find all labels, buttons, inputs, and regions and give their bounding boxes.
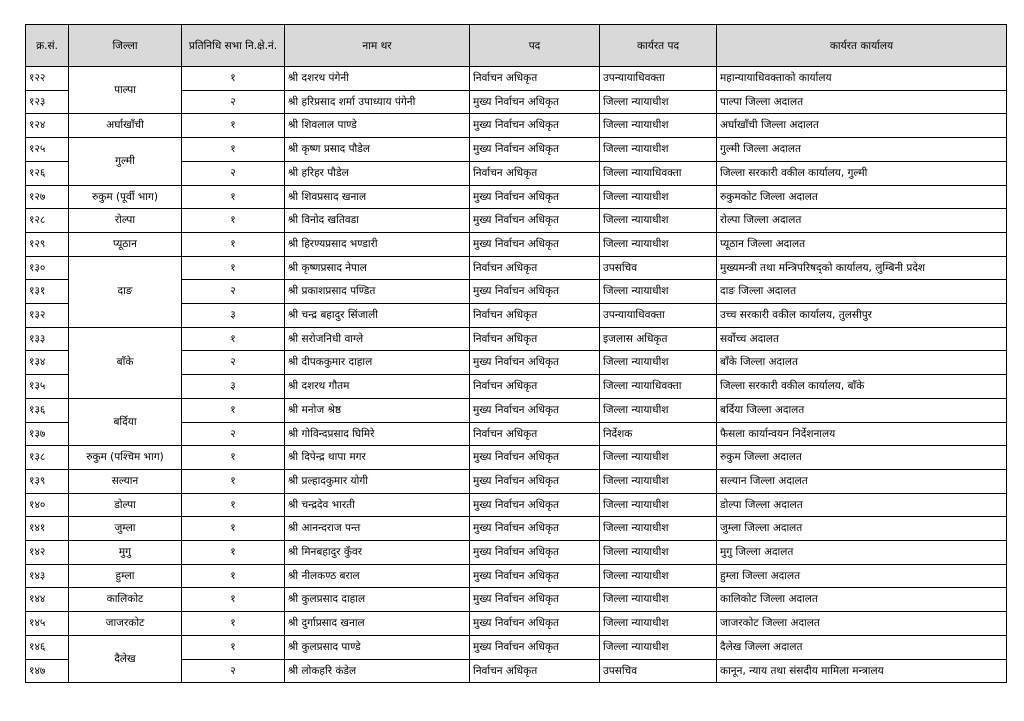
- cell-name: श्री शिवप्रसाद खनाल: [285, 185, 470, 209]
- cell-constituency: २: [182, 280, 285, 304]
- cell-district: दाङ: [69, 256, 182, 327]
- cell-constituency: १: [182, 493, 285, 517]
- cell-sno: १२५: [26, 138, 69, 162]
- cell-current-post: जिल्ला न्यायाधीश: [600, 90, 717, 114]
- cell-constituency: १: [182, 327, 285, 351]
- table-row: [26, 469, 1007, 493]
- cell-sno: १४५: [26, 612, 69, 636]
- cell-current-post: जिल्ला न्यायाधीश: [600, 398, 717, 422]
- cell-sno: १४२: [26, 541, 69, 565]
- cell-name: श्री हरिहर पौडेल: [285, 161, 470, 185]
- cell-office: डोल्पा जिल्ला अदालत: [717, 493, 1007, 517]
- table-row: [26, 612, 1007, 636]
- cell-district: कालिकोट: [69, 588, 182, 612]
- cell-name: श्री मनोज श्रेष्ठ: [285, 398, 470, 422]
- cell-sno: १४३: [26, 564, 69, 588]
- cell-office: पाल्पा जिल्ला अदालत: [717, 90, 1007, 114]
- officer-list-sheet: [25, 24, 1007, 683]
- cell-name: श्री दिपेन्द्र थापा मगर: [285, 446, 470, 470]
- cell-post: मुख्य निर्वाचन अधिकृत: [470, 90, 600, 114]
- cell-post: मुख्य निर्वाचन अधिकृत: [470, 209, 600, 233]
- cell-name: श्री सरोजनिधी वाग्ले: [285, 327, 470, 351]
- cell-name: श्री चन्द्र बहादुर सिंजाली: [285, 304, 470, 328]
- cell-post: मुख्य निर्वाचन अधिकृत: [470, 612, 600, 636]
- cell-constituency: २: [182, 659, 285, 683]
- cell-current-post: उपसचिव: [600, 659, 717, 683]
- cell-constituency: १: [182, 588, 285, 612]
- cell-constituency: १: [182, 635, 285, 659]
- table-row: [26, 398, 1007, 422]
- cell-constituency: १: [182, 446, 285, 470]
- cell-constituency: १: [182, 138, 285, 162]
- cell-sno: १२४: [26, 114, 69, 138]
- cell-district: जुम्ला: [69, 517, 182, 541]
- cell-constituency: १: [182, 256, 285, 280]
- table-body: [26, 67, 1007, 683]
- cell-constituency: १: [182, 564, 285, 588]
- cell-post: मुख्य निर्वाचन अधिकृत: [470, 635, 600, 659]
- cell-current-post: जिल्ला न्यायाधीश: [600, 185, 717, 209]
- cell-current-post: जिल्ला न्यायाधीश: [600, 232, 717, 256]
- cell-sno: १२२: [26, 67, 69, 91]
- cell-current-post: इजलास अधिकृत: [600, 327, 717, 351]
- cell-name: श्री प्रल्हादकुमार योगी: [285, 469, 470, 493]
- cell-post: मुख्य निर्वाचन अधिकृत: [470, 398, 600, 422]
- cell-office: गुल्मी जिल्ला अदालत: [717, 138, 1007, 162]
- header-row: [26, 25, 1007, 67]
- table-row: [26, 209, 1007, 233]
- cell-constituency: २: [182, 351, 285, 375]
- cell-post: निर्वाचन अधिकृत: [470, 327, 600, 351]
- cell-office: मुगु जिल्ला अदालत: [717, 541, 1007, 565]
- cell-sno: १२८: [26, 209, 69, 233]
- cell-current-post: जिल्ला न्यायाधीश: [600, 446, 717, 470]
- cell-current-post: जिल्ला न्यायाधीश: [600, 280, 717, 304]
- cell-office: हुम्ला जिल्ला अदालत: [717, 564, 1007, 588]
- cell-office: उच्च सरकारी वकील कार्यालय, तुलसीपुर: [717, 304, 1007, 328]
- cell-current-post: जिल्ला न्यायाधीश: [600, 209, 717, 233]
- cell-name: श्री शिवलाल पाण्डे: [285, 114, 470, 138]
- cell-sno: १२९: [26, 232, 69, 256]
- cell-office: फैसला कार्यान्वयन निर्देशनालय: [717, 422, 1007, 446]
- cell-constituency: १: [182, 67, 285, 91]
- cell-sno: १३६: [26, 398, 69, 422]
- cell-post: मुख्य निर्वाचन अधिकृत: [470, 588, 600, 612]
- cell-name: श्री दशरथ गौतम: [285, 375, 470, 399]
- header-name: नाम थर: [285, 25, 470, 67]
- cell-constituency: १: [182, 114, 285, 138]
- cell-post: निर्वाचन अधिकृत: [470, 375, 600, 399]
- cell-post: मुख्य निर्वाचन अधिकृत: [470, 114, 600, 138]
- cell-office: रोल्पा जिल्ला अदालत: [717, 209, 1007, 233]
- cell-constituency: १: [182, 232, 285, 256]
- cell-post: मुख्य निर्वाचन अधिकृत: [470, 564, 600, 588]
- table-row: [26, 67, 1007, 91]
- cell-sno: १२६: [26, 161, 69, 185]
- cell-constituency: १: [182, 209, 285, 233]
- cell-post: निर्वाचन अधिकृत: [470, 659, 600, 683]
- cell-sno: १४१: [26, 517, 69, 541]
- cell-post: मुख्य निर्वाचन अधिकृत: [470, 446, 600, 470]
- cell-sno: १४०: [26, 493, 69, 517]
- cell-post: मुख्य निर्वाचन अधिकृत: [470, 280, 600, 304]
- table-row: [26, 541, 1007, 565]
- cell-district: हुम्ला: [69, 564, 182, 588]
- cell-name: श्री लोकहरि कंडेल: [285, 659, 470, 683]
- cell-constituency: २: [182, 90, 285, 114]
- cell-sno: १३०: [26, 256, 69, 280]
- cell-post: मुख्य निर्वाचन अधिकृत: [470, 541, 600, 565]
- cell-district: बाँके: [69, 327, 182, 398]
- cell-office: मुख्यमन्त्री तथा मन्त्रिपरिषद्को कार्यालय, लुम्बिनी प्रदेश: [717, 256, 1007, 280]
- table-row: [26, 564, 1007, 588]
- cell-name: श्री दुर्गाप्रसाद खनाल: [285, 612, 470, 636]
- cell-constituency: ३: [182, 375, 285, 399]
- cell-office: बाँके जिल्ला अदालत: [717, 351, 1007, 375]
- cell-office: कानून, न्याय तथा संसदीय मामिला मन्त्रालय: [717, 659, 1007, 683]
- cell-current-post: निर्देशक: [600, 422, 717, 446]
- table-row: [26, 232, 1007, 256]
- cell-post: मुख्य निर्वाचन अधिकृत: [470, 138, 600, 162]
- cell-district: जाजरकोट: [69, 612, 182, 636]
- cell-name: श्री कुलप्रसाद दाहाल: [285, 588, 470, 612]
- cell-sno: १२७: [26, 185, 69, 209]
- cell-name: श्री मिनबहादुर कुँवर: [285, 541, 470, 565]
- cell-constituency: १: [182, 541, 285, 565]
- cell-current-post: जिल्ला न्यायाधीश: [600, 541, 717, 565]
- cell-office: जिल्ला सरकारी वकील कार्यालय, गुल्मी: [717, 161, 1007, 185]
- cell-current-post: जिल्ला न्यायाधीश: [600, 588, 717, 612]
- cell-sno: १२३: [26, 90, 69, 114]
- cell-current-post: उपन्यायाधिवक्ता: [600, 304, 717, 328]
- cell-post: निर्वाचन अधिकृत: [470, 422, 600, 446]
- cell-office: कालिकोट जिल्ला अदालत: [717, 588, 1007, 612]
- cell-current-post: जिल्ला न्यायाधीश: [600, 493, 717, 517]
- cell-sno: १३५: [26, 375, 69, 399]
- cell-post: निर्वाचन अधिकृत: [470, 256, 600, 280]
- cell-current-post: जिल्ला न्यायाधीश: [600, 114, 717, 138]
- header-office: कार्यरत कार्यालय: [717, 25, 1007, 67]
- cell-constituency: १: [182, 398, 285, 422]
- cell-name: श्री दीपककुमार दाहाल: [285, 351, 470, 375]
- cell-post: मुख्य निर्वाचन अधिकृत: [470, 493, 600, 517]
- table-row: [26, 588, 1007, 612]
- cell-office: महान्यायाधिवक्ताको कार्यालय: [717, 67, 1007, 91]
- cell-district: मुगु: [69, 541, 182, 565]
- cell-name: श्री हरिप्रसाद शर्मा उपाध्याय पंगेनी: [285, 90, 470, 114]
- cell-current-post: जिल्ला न्यायाधीश: [600, 351, 717, 375]
- cell-current-post: जिल्ला न्यायाधिवक्ता: [600, 375, 717, 399]
- cell-post: मुख्य निर्वाचन अधिकृत: [470, 185, 600, 209]
- cell-sno: १३७: [26, 422, 69, 446]
- cell-name: श्री चन्द्रदेव भारती: [285, 493, 470, 517]
- cell-office: जुम्ला जिल्ला अदालत: [717, 517, 1007, 541]
- cell-constituency: ३: [182, 304, 285, 328]
- cell-district: डोल्पा: [69, 493, 182, 517]
- cell-district: सल्यान: [69, 469, 182, 493]
- cell-sno: १३१: [26, 280, 69, 304]
- cell-office: रुकुम जिल्ला अदालत: [717, 446, 1007, 470]
- cell-post: निर्वाचन अधिकृत: [470, 67, 600, 91]
- cell-name: श्री कृष्ण प्रसाद पौडेल: [285, 138, 470, 162]
- cell-constituency: २: [182, 422, 285, 446]
- cell-office: जाजरकोट जिल्ला अदालत: [717, 612, 1007, 636]
- cell-office: जिल्ला सरकारी वकील कार्यालय, बाँके: [717, 375, 1007, 399]
- officer-table: [25, 24, 1007, 683]
- cell-current-post: जिल्ला न्यायाधिवक्ता: [600, 161, 717, 185]
- cell-sno: १३८: [26, 446, 69, 470]
- cell-post: मुख्य निर्वाचन अधिकृत: [470, 517, 600, 541]
- cell-district: गुल्मी: [69, 138, 182, 185]
- table-row: [26, 185, 1007, 209]
- cell-constituency: १: [182, 185, 285, 209]
- cell-post: मुख्य निर्वाचन अधिकृत: [470, 232, 600, 256]
- cell-current-post: उपन्यायाधिवक्ता: [600, 67, 717, 91]
- cell-post: निर्वाचन अधिकृत: [470, 161, 600, 185]
- cell-post: मुख्य निर्वाचन अधिकृत: [470, 469, 600, 493]
- table-row: [26, 138, 1007, 162]
- cell-name: श्री दशरथ पंगेनी: [285, 67, 470, 91]
- cell-constituency: १: [182, 517, 285, 541]
- cell-sno: १३४: [26, 351, 69, 375]
- cell-name: श्री कुलप्रसाद पाण्डे: [285, 635, 470, 659]
- cell-district: अर्घाखाँची: [69, 114, 182, 138]
- cell-office: रुकुमकोट जिल्ला अदालत: [717, 185, 1007, 209]
- cell-office: बर्दिया जिल्ला अदालत: [717, 398, 1007, 422]
- header-post: पद: [470, 25, 600, 67]
- cell-district: बर्दिया: [69, 398, 182, 445]
- cell-post: निर्वाचन अधिकृत: [470, 304, 600, 328]
- cell-office: सल्यान जिल्ला अदालत: [717, 469, 1007, 493]
- cell-current-post: जिल्ला न्यायाधीश: [600, 564, 717, 588]
- cell-sno: १३९: [26, 469, 69, 493]
- header-constituency: प्रतिनिधि सभा नि.क्षे.नं.: [182, 25, 285, 67]
- cell-current-post: उपसचिव: [600, 256, 717, 280]
- cell-name: श्री कृष्णप्रसाद नेपाल: [285, 256, 470, 280]
- cell-post: मुख्य निर्वाचन अधिकृत: [470, 351, 600, 375]
- cell-current-post: जिल्ला न्यायाधीश: [600, 612, 717, 636]
- cell-sno: १४६: [26, 635, 69, 659]
- cell-office: अर्घाखाँची जिल्ला अदालत: [717, 114, 1007, 138]
- cell-current-post: जिल्ला न्यायाधीश: [600, 517, 717, 541]
- cell-name: श्री गोविन्दप्रसाद घिमिरे: [285, 422, 470, 446]
- cell-name: श्री नीलकण्ठ बराल: [285, 564, 470, 588]
- cell-office: सर्वोच्च अदालत: [717, 327, 1007, 351]
- header-sno: क्र.सं.: [26, 25, 69, 67]
- cell-district: रोल्पा: [69, 209, 182, 233]
- table-row: [26, 635, 1007, 659]
- table-row: [26, 114, 1007, 138]
- cell-district: प्यूठान: [69, 232, 182, 256]
- table-row: [26, 517, 1007, 541]
- cell-sno: १४७: [26, 659, 69, 683]
- table-row: [26, 327, 1007, 351]
- cell-district: रुकुम (पूर्वी भाग): [69, 185, 182, 209]
- cell-office: दैलेख जिल्ला अदालत: [717, 635, 1007, 659]
- cell-current-post: जिल्ला न्यायाधीश: [600, 469, 717, 493]
- cell-district: पाल्पा: [69, 67, 182, 114]
- cell-current-post: जिल्ला न्यायाधीश: [600, 635, 717, 659]
- cell-name: श्री आनन्दराज पन्त: [285, 517, 470, 541]
- cell-office: दाङ जिल्ला अदालत: [717, 280, 1007, 304]
- cell-district: रुकुम (पश्चिम भाग): [69, 446, 182, 470]
- table-row: [26, 256, 1007, 280]
- cell-constituency: १: [182, 469, 285, 493]
- table-row: [26, 493, 1007, 517]
- table-row: [26, 446, 1007, 470]
- cell-office: प्यूठान जिल्ला अदालत: [717, 232, 1007, 256]
- cell-constituency: २: [182, 161, 285, 185]
- header-current-post: कार्यरत पद: [600, 25, 717, 67]
- cell-sno: १३२: [26, 304, 69, 328]
- header-district: जिल्ला: [69, 25, 182, 67]
- cell-sno: १३३: [26, 327, 69, 351]
- cell-district: दैलेख: [69, 635, 182, 682]
- cell-current-post: जिल्ला न्यायाधीश: [600, 138, 717, 162]
- cell-name: श्री विनोद खतिवडा: [285, 209, 470, 233]
- cell-name: श्री प्रकाशप्रसाद पण्डित: [285, 280, 470, 304]
- cell-constituency: १: [182, 612, 285, 636]
- cell-name: श्री हिरण्यप्रसाद भण्डारी: [285, 232, 470, 256]
- cell-sno: १४४: [26, 588, 69, 612]
